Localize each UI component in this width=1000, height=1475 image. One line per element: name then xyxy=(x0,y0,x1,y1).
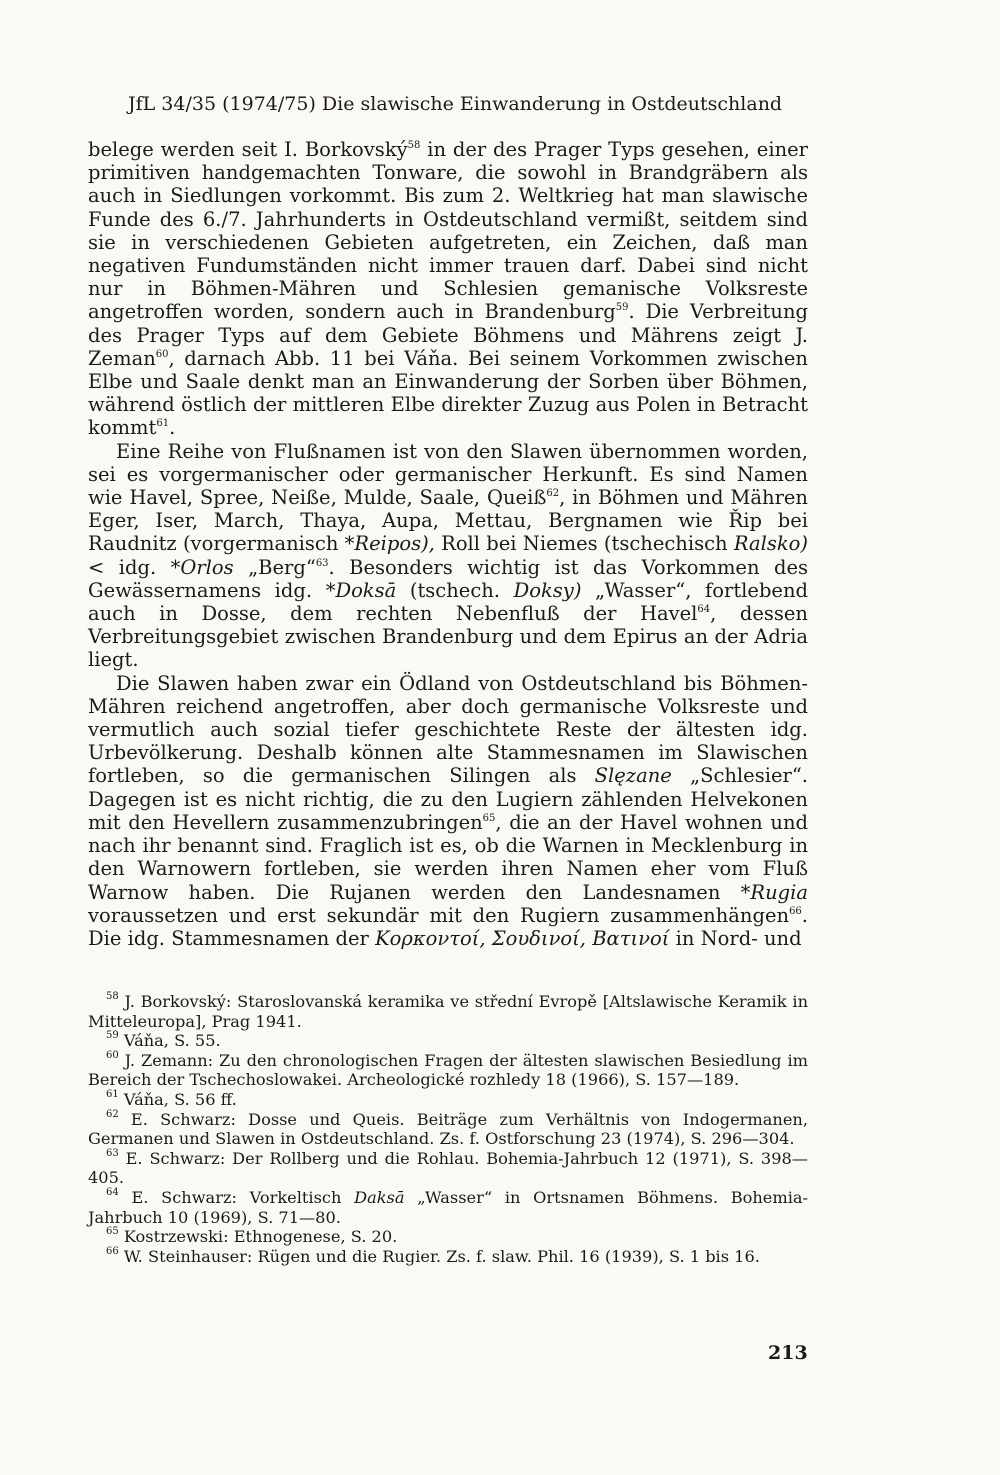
footnote-ref: 61 xyxy=(156,418,170,430)
footnote-number: 60 xyxy=(106,1049,119,1061)
footnote-ref: 63 xyxy=(315,557,329,569)
text-run: , in Böhmen und Mähren Eger, Iser, March, Thaya, Aupa, Mettau, Bergnamen wie Řip bei Raudnitz (vorgermanisch xyxy=(88,486,808,556)
italic-term: Daksā xyxy=(354,1187,405,1207)
text-run: Váňa, S. 55. xyxy=(118,1031,221,1051)
footnote-number: 65 xyxy=(106,1226,119,1238)
footnote xyxy=(88,1149,808,1188)
footnote xyxy=(88,1051,808,1090)
footnote xyxy=(88,1090,808,1110)
text-run: in Nord- und xyxy=(669,926,802,950)
text-run: , die an der Havel wohnen und nach ihr benannt sind. Fraglich ist es, ob die Warnen in Mecklenburg in den Warnowern fortleben, sie werden ihren Namen eher vom Fluß Warnow haben. Die Rujanen werden den Landesnamen xyxy=(88,810,808,904)
text-run: , darnach Abb. 11 bei Váňa. Bei seinem Vorkommen zwischen Elbe und Saale denkt man an Einwanderung der Sorben über Böhmen, während östlich der mittleren Elbe direkter Zuzug aus Polen in Betracht kommt xyxy=(88,346,808,440)
text-run: voraussetzen und erst sekundär mit den Rugiern zusammenhängen xyxy=(88,903,790,927)
italic-term: Slęzane xyxy=(594,764,672,788)
text-run: (tschech. xyxy=(396,578,514,602)
italic-term: *Orlos xyxy=(170,555,234,579)
text-run: . Die Verbreitung des Prager Typs auf dem Gebiete Böhmens und Mährens zeigt J. Zeman xyxy=(88,300,808,370)
text-run: E. Schwarz: Der Rollberg und die Rohlau. Bohemia-Jahrbuch 12 (1971), S. 398—405. xyxy=(88,1148,808,1188)
footnote xyxy=(88,1188,808,1227)
text-run: „Wasser“, fortlebend auch in Dosse, dem rechten Nebenfluß der Havel xyxy=(88,578,809,626)
footnote-ref: 60 xyxy=(155,348,169,360)
italic-term: *Reipos), xyxy=(344,532,435,556)
footnote xyxy=(88,992,808,1031)
footnote-number: 59 xyxy=(106,1030,119,1042)
footnote xyxy=(88,1227,808,1247)
footnote xyxy=(88,1110,808,1149)
footnotes xyxy=(88,992,808,1266)
text-run: E. Schwarz: Vorkeltisch xyxy=(118,1187,355,1207)
footnote-ref: 64 xyxy=(697,604,711,616)
text-run: < idg. xyxy=(88,555,171,579)
text-run: . Besonders wichtig ist das Vorkommen des Gewässernamens idg. xyxy=(88,555,808,602)
text-run: . Die idg. Stammesnamen der xyxy=(88,903,808,950)
footnote-number: 62 xyxy=(106,1108,119,1120)
text-run: Roll bei Niemes (tschechisch xyxy=(434,532,734,556)
text-run: in der des Prager Typs gesehen, einer primitiven handgemachten Tonware, die sowohl in Brandgräbern als auch in Siedlungen vorkommt. Bis zum 2. Weltkrieg hat man slawische Funde des 6./7. Jahrhunderts in Ostdeutschland vermißt, seitdem sind sie in verschiedenen Gebieten aufgetreten, ein Zeichen, daß man negativen Fundumständen nicht immer trauen darf. Dabei sind nicht nur in Böhmen-Mähren und Schlesien gemanische Volksreste angetroffen worden, sondern auch in Brandenburg xyxy=(88,138,809,324)
text-run: . xyxy=(169,416,176,440)
footnote xyxy=(88,1247,808,1267)
text-run: Kostrzewski: Ethnogenese, S. 20. xyxy=(118,1227,398,1247)
footnote-number: 63 xyxy=(106,1147,119,1159)
footnote-ref: 65 xyxy=(482,812,496,824)
footnote-ref: 58 xyxy=(407,140,421,151)
text-run: belege werden seit I. Borkovský xyxy=(88,138,408,161)
text-run: E. Schwarz: Dosse und Queis. Beiträge zum Verhältnis von Indogermanen, Germanen und Slawen in Ostdeutschland. Zs. f. Ostforschung 23 (1974), S. 296—304. xyxy=(88,1109,808,1149)
text-run: W. Steinhauser: Rügen und die Rugier. Zs. f. slaw. Phil. 16 (1939), S. 1 bis 16. xyxy=(118,1246,760,1266)
footnote-ref: 66 xyxy=(789,905,802,917)
text-run: , dessen Verbreitungsgebiet zwischen Brandenburg und dem Epirus an der Adria liegt. xyxy=(88,602,808,672)
footnote-ref: 62 xyxy=(546,488,560,500)
body-text xyxy=(88,138,808,950)
text-run: Die Slawen haben zwar ein Ödland von Ostdeutschland bis Böhmen-Mähren reichend angetroffen, aber doch germanische Volksreste und vermutlich auch sozial tiefer geschichtete Reste der ältesten idg. Urbevölkerung. Deshalb können alte Stammesnamen im Slawischen fortleben, so die germanischen Silingen als xyxy=(88,671,808,788)
footnote-number: 58 xyxy=(106,991,119,1002)
italic-term: *Doksā xyxy=(325,578,397,602)
text-run: Váňa, S. 56 ff. xyxy=(118,1089,237,1109)
text-run: „Berg“ xyxy=(233,555,316,579)
italic-term: Ralsko) xyxy=(733,532,809,556)
page-number: 213 xyxy=(768,1342,808,1364)
text-run: Eine Reihe von Flußnamen ist von den Slawen übernommen worden, sei es vorgermanischer oder germanischer Herkunft. Es sind Namen wie Havel, Spree, Neiße, Mulde, Saale, Queiß xyxy=(88,439,808,510)
text-run: „Schlesier“. Dagegen ist es nicht richtig, die zu den Lugiern zählenden Helvekonen mit den Hevellern zusammenzubringen xyxy=(88,764,808,834)
footnote xyxy=(88,1031,808,1051)
italic-term: Κορκοντοί, Σουδινοί, Βατινοί xyxy=(375,926,670,950)
footnote-number: 64 xyxy=(106,1186,119,1198)
italic-term: *Rugia xyxy=(740,880,808,904)
text-run: J. Borkovský: Staroslovanská keramika ve střední Evropě [Altslawische Keramik in Mitteleuropa], Prag 1941. xyxy=(88,992,808,1031)
italic-term: Doksy) xyxy=(513,578,582,602)
paragraph xyxy=(88,138,808,440)
footnote-number: 61 xyxy=(106,1088,119,1100)
paragraph xyxy=(88,440,808,672)
text-run: „Wasser“ in Ortsnamen Böhmens. Bohemia-Jahrbuch 10 (1969), S. 71—80. xyxy=(88,1187,808,1227)
running-head: JfL 34/35 (1974/75) Die slawische Einwanderung in Ostdeutschland xyxy=(128,93,783,115)
footnote-number: 66 xyxy=(106,1245,119,1257)
footnote-ref: 59 xyxy=(615,302,629,314)
paragraph xyxy=(88,672,808,950)
text-run: J. Zemann: Zu den chronologischen Fragen der ältesten slawischen Besiedlung im Bereich der Tschechoslowakei. Archeologické rozhledy 18 (1966), S. 157—189. xyxy=(88,1050,808,1090)
